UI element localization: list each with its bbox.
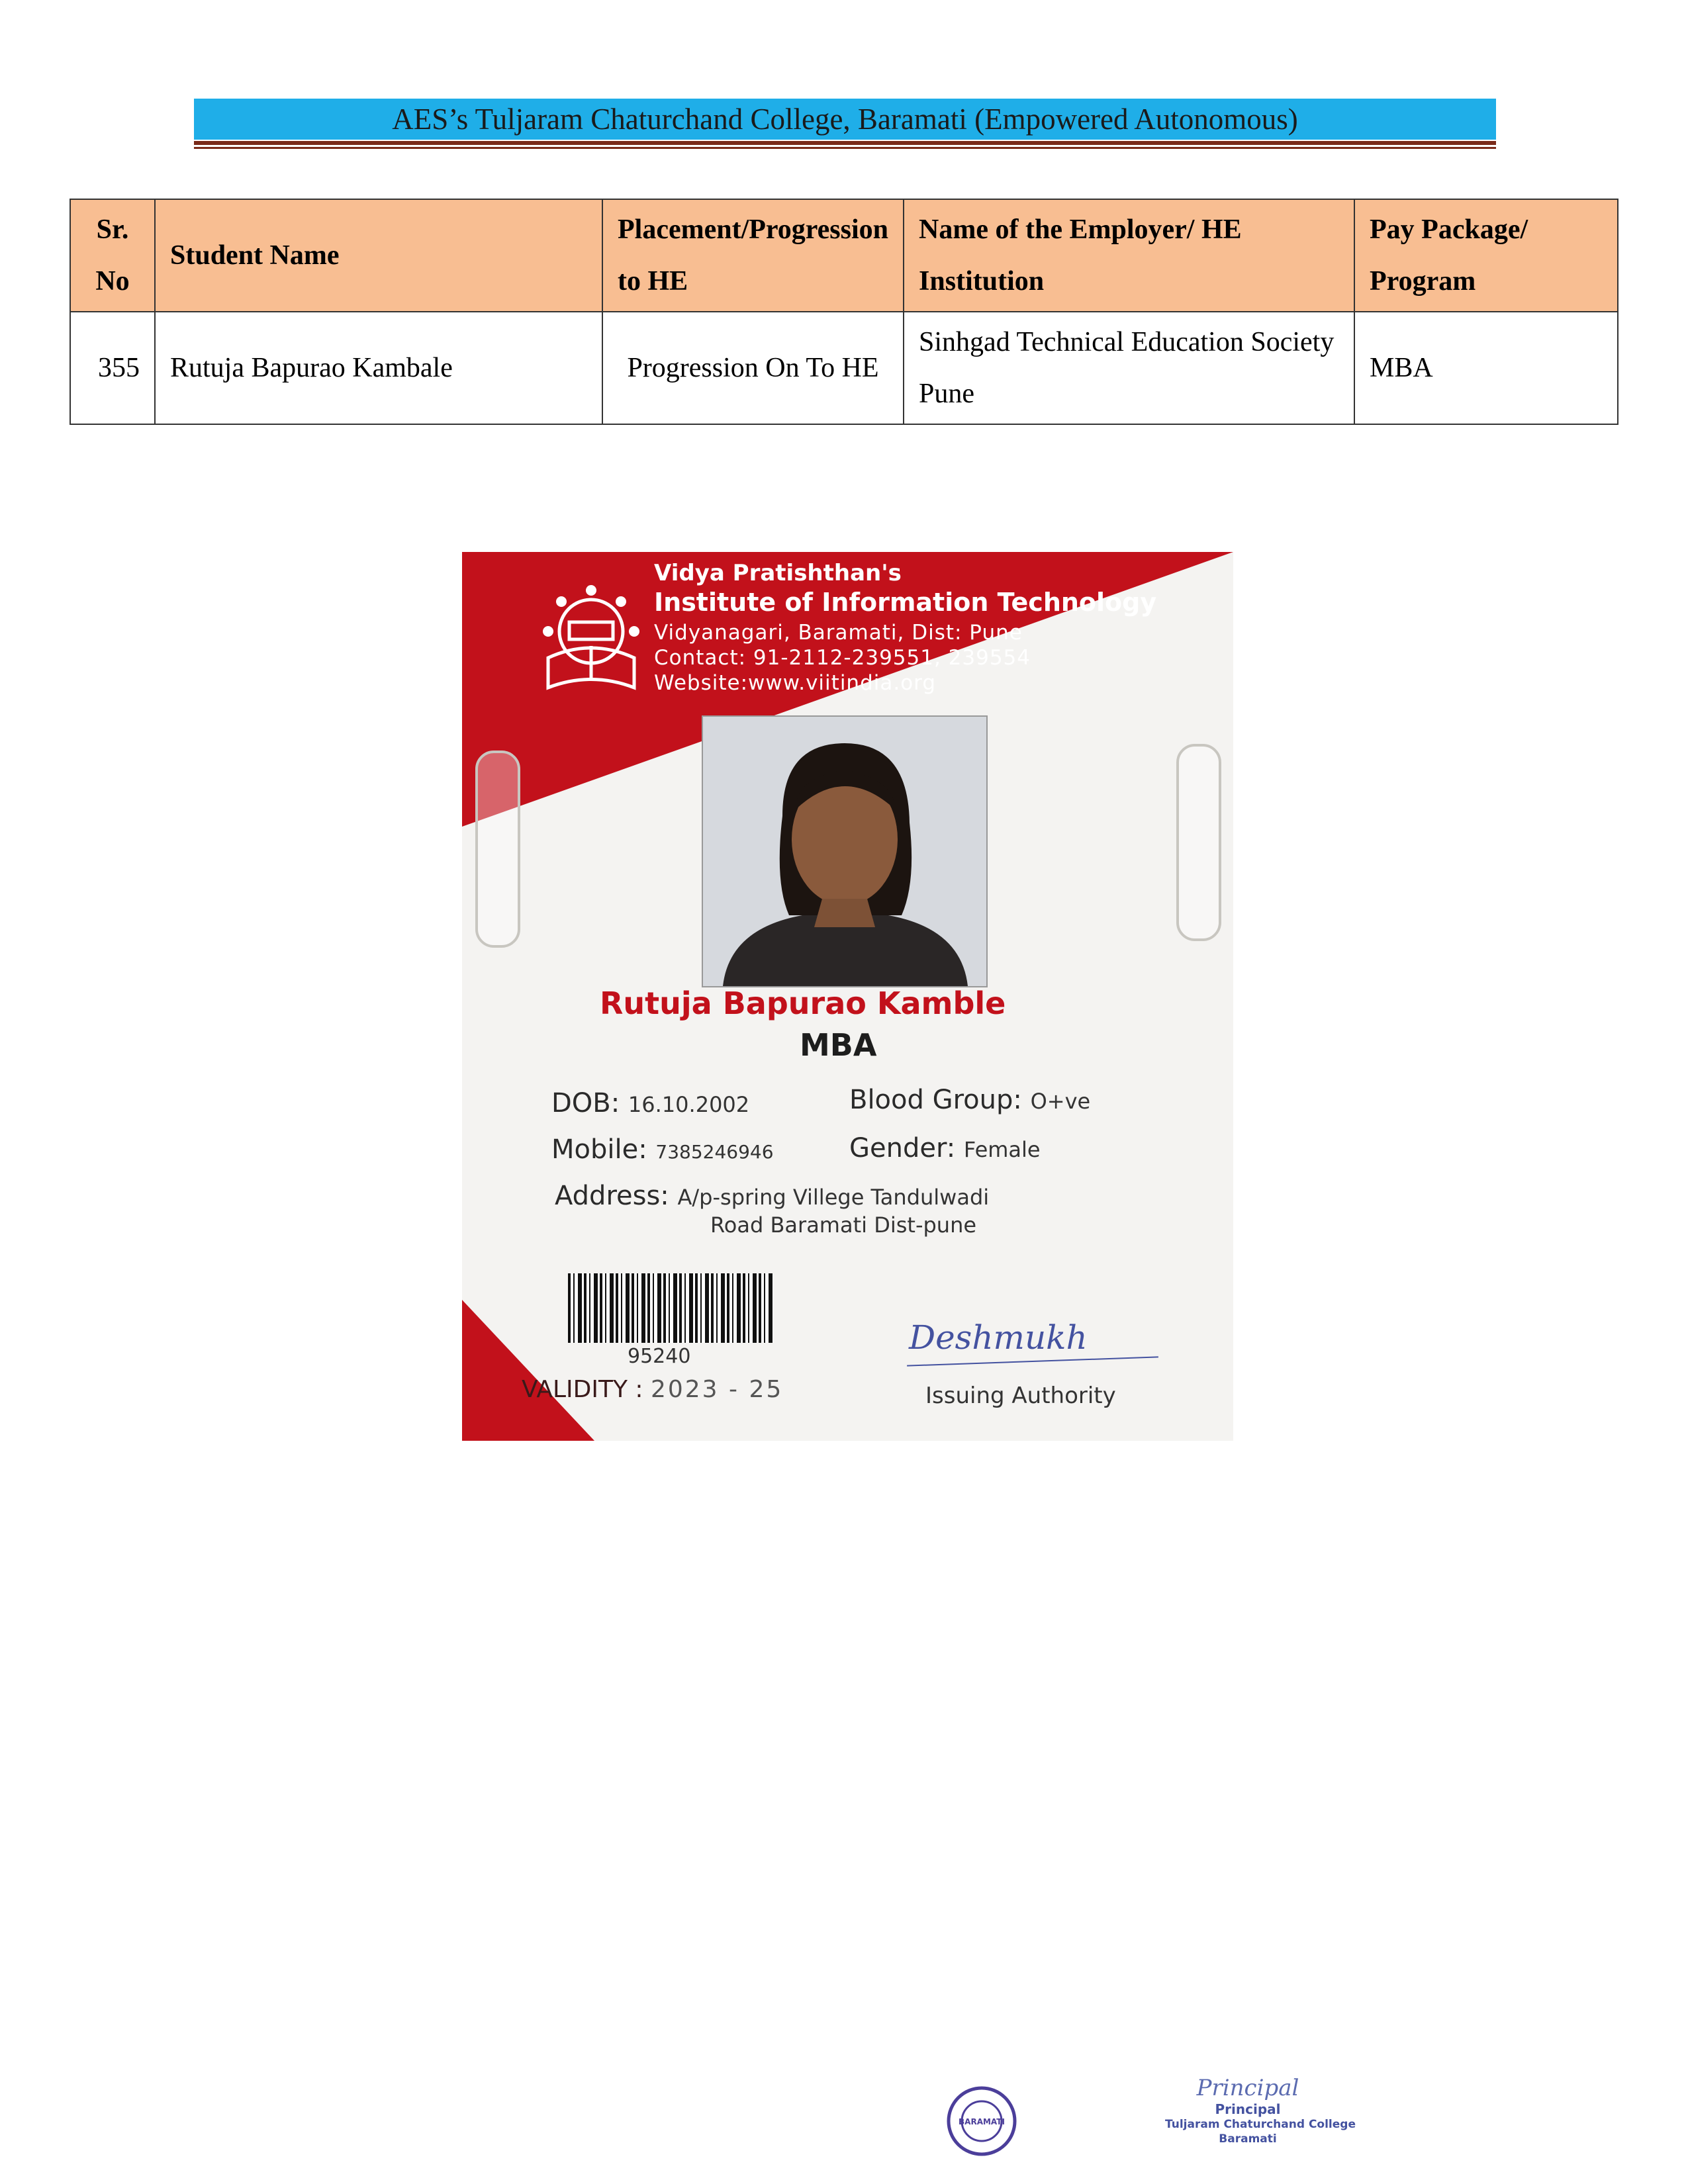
barcode <box>568 1273 773 1343</box>
dob-field <box>551 1088 749 1118</box>
address-label: Address: <box>555 1181 669 1211</box>
principal-college: Tuljaram Chaturchand College <box>1165 2118 1356 2131</box>
mobile-value: 7385246946 <box>655 1141 774 1163</box>
col-pay-package: Pay Package/ Program <box>1354 199 1618 312</box>
cell-placement: Progression On To HE <box>602 312 904 424</box>
college-seal-icon <box>945 2085 1018 2158</box>
blood-group-value: O+ve <box>1030 1089 1091 1114</box>
card-program: MBA <box>800 1027 877 1063</box>
validity <box>522 1376 783 1403</box>
gender-value: Female <box>963 1137 1041 1162</box>
cell-student-name: Rutuja Bapurao Kambale <box>155 312 602 424</box>
principal-place: Baramati <box>1219 2132 1277 2146</box>
address-line1: A/p-spring Villege Tandulwadi <box>677 1185 990 1210</box>
institute-name: Institute of Information Technology <box>654 588 1157 617</box>
cell-pay-package: MBA <box>1354 312 1618 424</box>
gender-label: Gender: <box>849 1133 956 1163</box>
card-holder-slot-left <box>475 751 520 948</box>
institute-logo-icon <box>528 578 654 704</box>
principal-stamp <box>1165 2075 1356 2146</box>
seal-text: BARAMATI <box>959 2117 1005 2126</box>
dob-value: 16.10.2002 <box>628 1092 750 1117</box>
mobile-field <box>551 1134 774 1165</box>
page-title: AES’s Tuljaram Chaturchand College, Baramati (Empowered Autonomous) <box>392 103 1298 136</box>
table-row <box>70 312 1618 424</box>
col-sr-no: Sr. No <box>70 199 155 312</box>
institute-trust-name: Vidya Pratishthan's <box>654 560 902 586</box>
cell-sr-no: 355 <box>70 312 155 424</box>
student-id-card-photo <box>462 552 1233 1441</box>
col-employer: Name of the Employer/ HE Institution <box>904 199 1354 312</box>
principal-signature: Principal <box>1196 2075 1299 2101</box>
institute-website: Website:www.viitindia.org <box>654 671 937 695</box>
authority-signature: Deshmukh <box>909 1318 1088 1357</box>
barcode-number: 95240 <box>628 1345 691 1368</box>
institute-address: Vidyanagari, Baramati, Dist: Pune <box>654 621 1023 645</box>
dob-label: DOB: <box>551 1088 620 1118</box>
col-student-name: Student Name <box>155 199 602 312</box>
student-photo <box>702 715 988 987</box>
card-student-name: Rutuja Bapurao Kamble <box>600 985 1006 1021</box>
blood-group-field <box>849 1085 1090 1115</box>
placement-table <box>70 199 1618 425</box>
validity-value: 2023 - 25 <box>650 1376 784 1403</box>
address-line2: Road Baramati Dist-pune <box>710 1212 977 1238</box>
table-header-row <box>70 199 1618 312</box>
blood-group-label: Blood Group: <box>849 1085 1022 1115</box>
principal-title: Principal <box>1215 2101 1281 2117</box>
issuing-authority-label: Issuing Authority <box>925 1383 1116 1409</box>
cell-employer: Sinhgad Technical Education Society Pune <box>904 312 1354 424</box>
validity-label: VALIDITY : <box>522 1376 643 1403</box>
mobile-label: Mobile: <box>551 1134 647 1165</box>
header-band <box>194 99 1496 140</box>
col-placement: Placement/Progression to HE <box>602 199 904 312</box>
card-holder-slot-right <box>1176 744 1221 941</box>
header-divider <box>194 141 1496 145</box>
institute-contact: Contact: 91-2112-239551, 239554 <box>654 646 1031 670</box>
header-divider-thin <box>194 147 1496 149</box>
gender-field <box>849 1133 1041 1163</box>
address-field <box>555 1181 989 1211</box>
